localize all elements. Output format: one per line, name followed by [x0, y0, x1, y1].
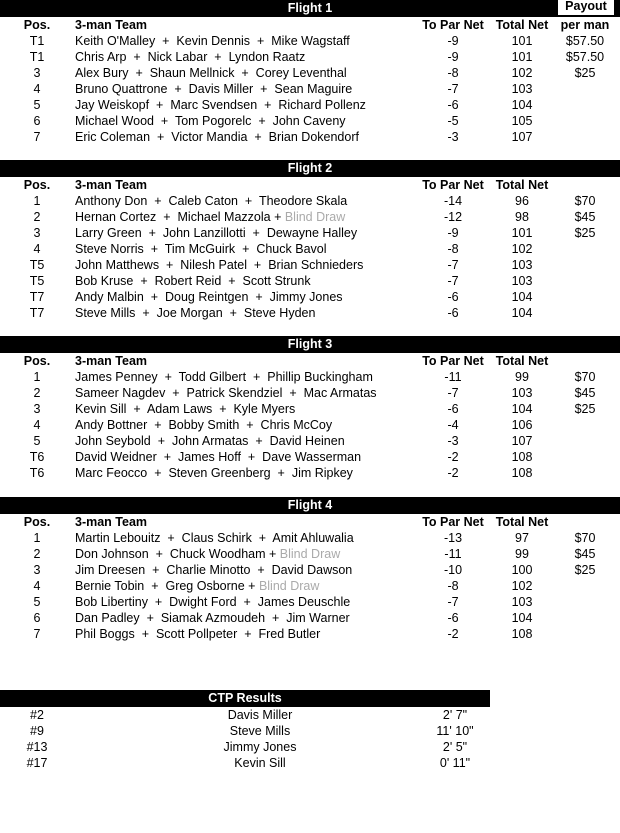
player-name: Chris Arp — [75, 50, 127, 64]
flight-title-text: Flight 1 — [287, 1, 333, 15]
player-name: Lyndon Raatz — [228, 50, 306, 64]
column-header-row — [0, 353, 620, 369]
player-name: Andy Bottner — [75, 418, 148, 432]
to-par-cell: -2 — [447, 627, 459, 641]
total-net-cell: 108 — [511, 627, 533, 641]
flight-title-text: Flight 3 — [287, 337, 333, 351]
position-cell: 5 — [33, 595, 41, 609]
table-row — [0, 369, 620, 385]
table-row — [0, 129, 620, 145]
player-name: Adam Laws — [146, 402, 213, 416]
player-name: John Caveny — [272, 114, 346, 128]
ctp-distance: 0' 11" — [439, 756, 471, 770]
to-par-cell: -14 — [443, 194, 463, 208]
team-cell: Jay Weiskopf + Marc Svendsen + Richard Pollenz — [75, 98, 366, 112]
team-cell: Michael Wood + Tom Pogorelc + John Caveny — [75, 114, 346, 128]
total-net-cell: 107 — [511, 434, 533, 448]
total-net-cell: 101 — [511, 34, 533, 48]
team-cell: Bernie Tobin + Greg Osborne + Blind Draw — [75, 579, 320, 593]
team-cell: Eric Coleman + Victor Mandia + Brian Dokendorf — [75, 130, 359, 144]
player-name: Siamak Azmoudeh — [160, 611, 266, 625]
position-cell: 1 — [33, 370, 41, 384]
table-row — [0, 305, 620, 321]
table-row — [0, 449, 620, 465]
team-cell: John Seybold + John Armatas + David Heinen — [75, 434, 345, 448]
player-name: Sameer Nagdev — [75, 386, 166, 400]
payout-cell: $25 — [574, 563, 596, 577]
flight-title-text: Flight 2 — [287, 161, 333, 175]
position-cell: 2 — [33, 210, 41, 224]
player-name: Jim Dreesen — [75, 563, 146, 577]
player-name: Jimmy Jones — [269, 290, 343, 304]
payout-cell: $25 — [574, 66, 596, 80]
to-par-cell: -13 — [443, 531, 463, 545]
to-par-cell: -7 — [447, 82, 459, 96]
to-par-cell: -8 — [447, 579, 459, 593]
team-cell: Martin Lebouitz + Claus Schirk + Amit Ahluwalia — [75, 531, 354, 545]
team-cell: Andy Malbin + Doug Reintgen + Jimmy Jones — [75, 290, 343, 304]
total-net-cell: 99 — [515, 547, 529, 561]
position-cell: 4 — [33, 82, 41, 96]
table-row — [0, 49, 620, 65]
total-net-header: Total Net — [495, 354, 549, 368]
team-cell: Bob Kruse + Robert Reid + Scott Strunk — [75, 274, 311, 288]
total-net-cell: 103 — [511, 595, 533, 609]
position-cell: 4 — [33, 579, 41, 593]
total-net-cell: 102 — [511, 242, 533, 256]
player-name: Nick Labar — [147, 50, 208, 64]
player-name: Keith O'Malley — [75, 34, 156, 48]
table-row — [0, 417, 620, 433]
player-name: Martin Lebouitz — [75, 531, 161, 545]
player-name: Robert Reid — [154, 274, 222, 288]
player-name: Brian Dokendorf — [268, 130, 359, 144]
table-row — [0, 289, 620, 305]
total-net-cell: 104 — [511, 611, 533, 625]
total-net-cell: 108 — [511, 450, 533, 464]
total-net-cell: 104 — [511, 402, 533, 416]
payout-cell: $70 — [574, 370, 596, 384]
player-name: Claus Schirk — [181, 531, 252, 545]
player-name: David Dawson — [271, 563, 353, 577]
player-name: Marc Feocco — [75, 466, 148, 480]
player-name: Patrick Skendziel — [186, 386, 283, 400]
table-row — [0, 562, 620, 578]
player-name: Marc Svendsen — [170, 98, 258, 112]
payout-cell: $25 — [574, 402, 596, 416]
total-net-cell: 102 — [511, 66, 533, 80]
player-name: David Heinen — [269, 434, 345, 448]
table-row — [0, 594, 620, 610]
team-cell: Chris Arp + Nick Labar + Lyndon Raatz — [75, 50, 306, 64]
table-row — [0, 33, 620, 49]
position-cell: 3 — [33, 402, 41, 416]
table-row — [0, 546, 620, 562]
player-name: Andy Malbin — [75, 290, 144, 304]
player-name: Bob Kruse — [75, 274, 134, 288]
table-row — [0, 465, 620, 481]
to-par-cell: -7 — [447, 386, 459, 400]
ctp-row — [0, 739, 490, 755]
position-cell: 3 — [33, 226, 41, 240]
table-row — [0, 530, 620, 546]
player-name: Chris McCoy — [260, 418, 333, 432]
to-par-cell: -6 — [447, 402, 459, 416]
player-name: Anthony Don — [75, 194, 148, 208]
to-par-header: To Par Net — [422, 354, 484, 368]
player-name: Blind Draw — [258, 579, 320, 593]
payout-cell: $45 — [574, 386, 596, 400]
position-cell: 1 — [33, 194, 41, 208]
to-par-cell: -2 — [447, 466, 459, 480]
player-name: Shaun Mellnick — [149, 66, 235, 80]
position-cell: T6 — [29, 450, 45, 464]
to-par-cell: -6 — [447, 306, 459, 320]
team-cell: Steve Mills + Joe Morgan + Steve Hyden — [75, 306, 316, 320]
to-par-cell: -6 — [447, 290, 459, 304]
total-net-cell: 101 — [511, 50, 533, 64]
position-cell: T5 — [29, 258, 45, 272]
player-name: James Hoff — [177, 450, 241, 464]
total-net-header: Total Net — [495, 18, 549, 32]
ctp-player: Davis Miller — [227, 708, 293, 722]
table-row — [0, 257, 620, 273]
player-name: Hernan Cortez — [75, 210, 157, 224]
flight-3-section — [0, 336, 620, 481]
team-cell: Alex Bury + Shaun Mellnick + Corey Leventhal — [75, 66, 347, 80]
total-net-cell: 100 — [511, 563, 533, 577]
team-header: 3-man Team — [75, 178, 148, 192]
table-row — [0, 401, 620, 417]
player-name: Michael Mazzola — [177, 210, 271, 224]
payout-cell: $57.50 — [565, 50, 605, 64]
to-par-cell: -12 — [443, 210, 463, 224]
to-par-cell: -2 — [447, 450, 459, 464]
ctp-hole: #17 — [26, 756, 48, 770]
team-cell: Kevin Sill + Adam Laws + Kyle Myers — [75, 402, 296, 416]
player-name: Chuck Woodham — [169, 547, 266, 561]
payout-cell: $57.50 — [565, 34, 605, 48]
player-name: Phillip Buckingham — [267, 370, 373, 384]
table-row — [0, 113, 620, 129]
ctp-title: CTP Results — [0, 690, 490, 707]
player-name: Kevin Dennis — [176, 34, 251, 48]
to-par-cell: -4 — [447, 418, 459, 432]
total-net-cell: 96 — [515, 194, 529, 208]
to-par-cell: -3 — [447, 130, 459, 144]
player-name: Dwight Ford — [169, 595, 237, 609]
player-name: Jim Warner — [286, 611, 350, 625]
player-name: John Armatas — [171, 434, 249, 448]
player-name: James Penney — [75, 370, 158, 384]
flight-1-section — [0, 0, 620, 145]
flight-2-section — [0, 160, 620, 321]
player-name: Kevin Sill — [75, 402, 127, 416]
player-name: Bernie Tobin — [75, 579, 145, 593]
table-row — [0, 385, 620, 401]
total-net-cell: 103 — [511, 386, 533, 400]
player-name: Todd Gilbert — [178, 370, 247, 384]
pos-header: Pos. — [23, 354, 51, 368]
payout-cell: $70 — [574, 531, 596, 545]
payout-cell: $45 — [574, 210, 596, 224]
table-row — [0, 97, 620, 113]
team-cell: Anthony Don + Caleb Caton + Theodore Skala — [75, 194, 348, 208]
position-cell: 5 — [33, 434, 41, 448]
position-cell: 3 — [33, 66, 41, 80]
to-par-cell: -7 — [447, 258, 459, 272]
team-cell: Bob Libertiny + Dwight Ford + James Deuschle — [75, 595, 351, 609]
total-net-cell: 103 — [511, 274, 533, 288]
ctp-hole: #9 — [30, 724, 44, 738]
table-row — [0, 578, 620, 594]
position-cell: 7 — [33, 627, 41, 641]
player-name: Blind Draw — [279, 547, 341, 561]
player-name: James Deuschle — [257, 595, 351, 609]
position-cell: 7 — [33, 130, 41, 144]
total-net-cell: 103 — [511, 258, 533, 272]
player-name: Don Johnson — [75, 547, 149, 561]
player-name: Amit Ahluwalia — [272, 531, 354, 545]
team-header: 3-man Team — [75, 354, 148, 368]
player-name: John Matthews — [75, 258, 160, 272]
payout-header-top: Payout — [558, 0, 614, 15]
pos-header: Pos. — [23, 178, 51, 192]
position-cell: 2 — [33, 547, 41, 561]
player-name: Scott Pollpeter — [155, 627, 238, 641]
total-net-cell: 104 — [511, 290, 533, 304]
team-header: 3-man Team — [75, 18, 148, 32]
ctp-player: Kevin Sill — [234, 756, 286, 770]
player-name: Brian Schnieders — [268, 258, 364, 272]
flight-title-text: Flight 4 — [287, 498, 333, 512]
total-net-cell: 108 — [511, 466, 533, 480]
payout-cell: $25 — [574, 226, 596, 240]
player-name: Charlie Minotto — [166, 563, 251, 577]
player-name: Tim McGuirk — [164, 242, 236, 256]
ctp-row — [0, 707, 490, 723]
player-name: Steve Hyden — [243, 306, 316, 320]
team-cell: Bruno Quattrone + Davis Miller + Sean Maguire — [75, 82, 353, 96]
team-cell: Sameer Nagdev + Patrick Skendziel + Mac Armatas — [75, 386, 377, 400]
total-net-cell: 105 — [511, 114, 533, 128]
player-name: Nilesh Patel — [180, 258, 247, 272]
to-par-cell: -7 — [447, 274, 459, 288]
player-name: Richard Pollenz — [278, 98, 366, 112]
total-net-cell: 103 — [511, 82, 533, 96]
to-par-header: To Par Net — [422, 515, 484, 529]
player-name: Steve Mills — [75, 306, 136, 320]
total-net-cell: 97 — [515, 531, 529, 545]
to-par-cell: -9 — [447, 50, 459, 64]
ctp-player: Jimmy Jones — [223, 740, 297, 754]
table-row — [0, 225, 620, 241]
player-name: Doug Reintgen — [165, 290, 249, 304]
player-name: John Lanzillotti — [162, 226, 246, 240]
table-row — [0, 610, 620, 626]
player-name: Alex Bury — [75, 66, 129, 80]
table-row — [0, 241, 620, 257]
player-name: Tom Pogorelc — [174, 114, 252, 128]
table-row — [0, 433, 620, 449]
player-name: Bruno Quattrone — [75, 82, 168, 96]
payout-header-bottom: per man — [560, 18, 610, 32]
position-cell: T6 — [29, 466, 45, 480]
pos-header: Pos. — [23, 18, 51, 32]
player-name: Caleb Caton — [168, 194, 238, 208]
team-cell: Dan Padley + Siamak Azmoudeh + Jim Warner — [75, 611, 350, 625]
team-cell: Phil Boggs + Scott Pollpeter + Fred Butler — [75, 627, 321, 641]
flight-title — [0, 336, 620, 353]
team-cell: Larry Green + John Lanzillotti + Dewayne Halley — [75, 226, 358, 240]
player-name: Kyle Myers — [233, 402, 296, 416]
total-net-cell: 107 — [511, 130, 533, 144]
table-row — [0, 209, 620, 225]
ctp-player: Steve Mills — [229, 724, 291, 738]
column-header-row — [0, 17, 620, 33]
player-name: Phil Boggs — [75, 627, 135, 641]
table-row — [0, 626, 620, 642]
player-name: Eric Coleman — [75, 130, 151, 144]
position-cell: 6 — [33, 611, 41, 625]
to-par-cell: -6 — [447, 611, 459, 625]
player-name: Victor Mandia — [171, 130, 248, 144]
player-name: Chuck Bavol — [256, 242, 327, 256]
position-cell: T1 — [29, 50, 45, 64]
position-cell: 6 — [33, 114, 41, 128]
ctp-row — [0, 723, 490, 739]
team-cell: Don Johnson + Chuck Woodham + Blind Draw — [75, 547, 341, 561]
player-name: Jay Weiskopf — [75, 98, 150, 112]
flight-title — [0, 160, 620, 177]
player-name: Larry Green — [75, 226, 142, 240]
to-par-cell: -8 — [447, 242, 459, 256]
player-name: Bob Libertiny — [75, 595, 148, 609]
pos-header: Pos. — [23, 515, 51, 529]
position-cell: 5 — [33, 98, 41, 112]
ctp-distance: 2' 5" — [442, 740, 468, 754]
player-name: Steven Greenberg — [168, 466, 271, 480]
payout-cell: $70 — [574, 194, 596, 208]
table-row — [0, 193, 620, 209]
ctp-distance: 2' 7" — [442, 708, 468, 722]
total-net-cell: 102 — [511, 579, 533, 593]
to-par-cell: -9 — [447, 34, 459, 48]
table-row — [0, 81, 620, 97]
position-cell: T7 — [29, 306, 45, 320]
to-par-cell: -10 — [443, 563, 463, 577]
player-name: David Weidner — [75, 450, 157, 464]
team-cell: Steve Norris + Tim McGuirk + Chuck Bavol — [75, 242, 327, 256]
to-par-cell: -8 — [447, 66, 459, 80]
total-net-cell: 101 — [511, 226, 533, 240]
to-par-header: To Par Net — [422, 178, 484, 192]
ctp-row — [0, 755, 490, 771]
total-net-cell: 98 — [515, 210, 529, 224]
position-cell: 4 — [33, 418, 41, 432]
team-cell: James Penney + Todd Gilbert + Phillip Buckingham — [75, 370, 373, 384]
team-cell: Jim Dreesen + Charlie Minotto + David Dawson — [75, 563, 353, 577]
player-name: Bobby Smith — [168, 418, 240, 432]
ctp-hole: #2 — [30, 708, 44, 722]
to-par-cell: -11 — [444, 370, 462, 384]
total-net-header: Total Net — [495, 515, 549, 529]
player-name: Dan Padley — [75, 611, 140, 625]
player-name: Michael Wood — [75, 114, 154, 128]
position-cell: 1 — [33, 531, 41, 545]
player-name: Theodore Skala — [258, 194, 348, 208]
player-name: Corey Leventhal — [255, 66, 347, 80]
player-name: Sean Maguire — [274, 82, 353, 96]
total-net-cell: 106 — [511, 418, 533, 432]
player-name: Dave Wasserman — [262, 450, 362, 464]
to-par-cell: -9 — [447, 226, 459, 240]
player-name: Jim Ripkey — [291, 466, 353, 480]
to-par-header: To Par Net — [422, 18, 484, 32]
team-cell: Hernan Cortez + Michael Mazzola + Blind Draw — [75, 210, 346, 224]
column-header-row — [0, 177, 620, 193]
team-cell: David Weidner + James Hoff + Dave Wasserman — [75, 450, 362, 464]
player-name: Mac Armatas — [303, 386, 377, 400]
player-name: Davis Miller — [188, 82, 254, 96]
to-par-cell: -3 — [447, 434, 459, 448]
position-cell: T7 — [29, 290, 45, 304]
to-par-cell: -6 — [447, 98, 459, 112]
player-name: Mike Wagstaff — [271, 34, 350, 48]
total-net-cell: 104 — [511, 98, 533, 112]
flight-title — [0, 497, 620, 514]
flight-title — [0, 0, 620, 17]
flight-4-section — [0, 497, 620, 642]
player-name: Blind Draw — [284, 210, 346, 224]
player-name: Steve Norris — [75, 242, 144, 256]
team-cell: Keith O'Malley + Kevin Dennis + Mike Wagstaff — [75, 34, 350, 48]
total-net-header: Total Net — [495, 178, 549, 192]
position-cell: T5 — [29, 274, 45, 288]
total-net-cell: 99 — [515, 370, 529, 384]
player-name: Greg Osborne — [165, 579, 245, 593]
position-cell: 4 — [33, 242, 41, 256]
team-header: 3-man Team — [75, 515, 148, 529]
team-cell: Andy Bottner + Bobby Smith + Chris McCoy — [75, 418, 333, 432]
to-par-cell: -11 — [444, 547, 462, 561]
team-cell: Marc Feocco + Steven Greenberg + Jim Ripkey — [75, 466, 353, 480]
team-cell: John Matthews + Nilesh Patel + Brian Schnieders — [75, 258, 364, 272]
ctp-distance: 11' 10" — [436, 724, 474, 738]
column-header-row — [0, 514, 620, 530]
table-row — [0, 273, 620, 289]
payout-cell: $45 — [574, 547, 596, 561]
ctp-results — [0, 690, 490, 771]
position-cell: 2 — [33, 386, 41, 400]
table-row — [0, 65, 620, 81]
player-name: Fred Butler — [258, 627, 321, 641]
ctp-hole: #13 — [26, 740, 48, 754]
player-name: Dewayne Halley — [266, 226, 358, 240]
player-name: John Seybold — [75, 434, 151, 448]
player-name: Scott Strunk — [242, 274, 311, 288]
position-cell: T1 — [29, 34, 45, 48]
player-name: Joe Morgan — [156, 306, 223, 320]
to-par-cell: -7 — [447, 595, 459, 609]
total-net-cell: 104 — [511, 306, 533, 320]
position-cell: 3 — [33, 563, 41, 577]
to-par-cell: -5 — [447, 114, 459, 128]
